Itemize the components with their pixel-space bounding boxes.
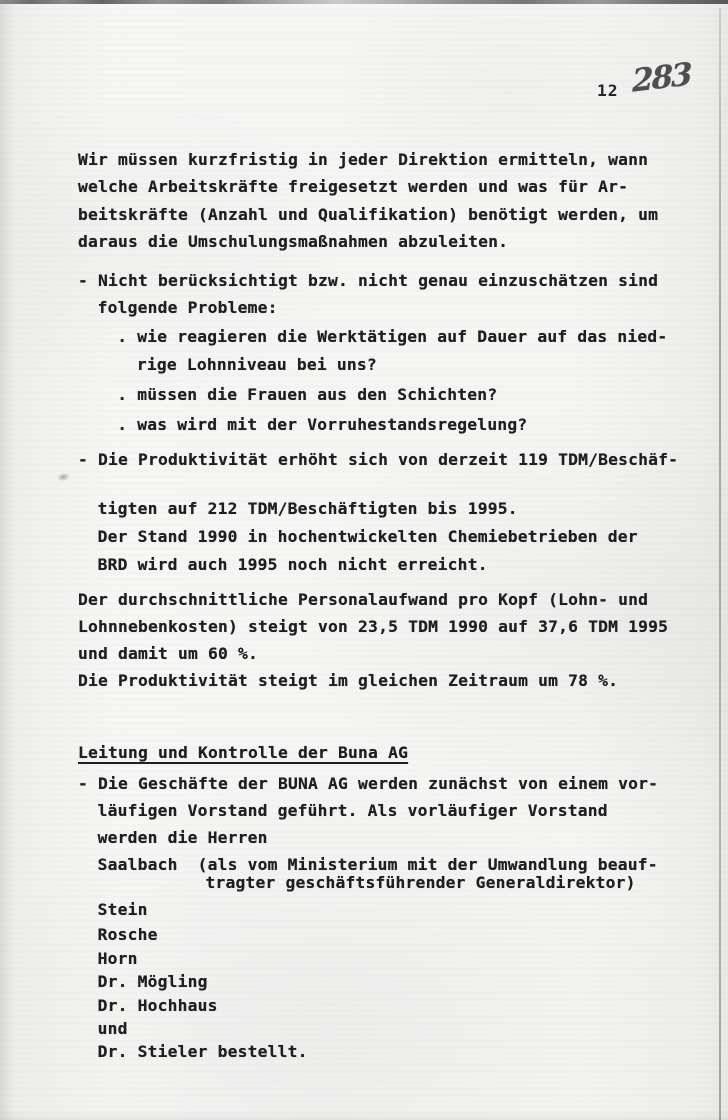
text-line: . wie reagieren die Werktätigen auf Dauer auf das nied- [117, 327, 668, 346]
text-line: Die Produktivität steigt im gleichen Zeitraum um 78 %. [78, 671, 619, 690]
page-number: 12 [597, 81, 619, 100]
document-body [78, 146, 678, 1065]
text-line: Der Stand 1990 in hochentwickelten Chemiebetrieben der [97, 527, 638, 546]
ink-smudge [56, 472, 71, 483]
text-line: tigten auf 212 TDM/Beschäftigten bis 1995. [97, 499, 518, 518]
text-line: Wir müssen kurzfristig in jeder Direktion ermitteln, wann [78, 150, 649, 169]
text-line: Horn [97, 949, 138, 968]
text-line: Dr. Stieler bestellt. [97, 1042, 308, 1061]
text-line: - Die Produktivität erhöht sich von derzeit 119 TDM/Beschäf- [78, 450, 679, 469]
text-line: folgende Probleme: [97, 298, 278, 317]
text-line: Rosche [97, 925, 158, 944]
text-line: und damit um 60 %. [78, 644, 259, 663]
text-line: Lohnnebenkosten) steigt von 23,5 TDM 1990 auf 37,6 TDM 1995 [78, 617, 669, 636]
handwritten-page-number: 283 [631, 56, 691, 100]
section-heading: Leitung und Kontrolle der Buna AG [78, 743, 409, 762]
scan-right-edge-artifact [719, 8, 721, 1120]
text-line: werden die Herren [97, 828, 268, 847]
text-line: Stein [97, 900, 148, 919]
text-line: daraus die Umschulungsmaßnahmen abzuleiten. [78, 232, 509, 251]
text-line: tragter geschäftsführender Generaldirektor) [205, 873, 636, 892]
scan-left-edge-artifact [0, 0, 14, 1120]
text-line: welche Arbeitskräfte freigesetzt werden und was für Ar- [78, 177, 629, 196]
text-line: . müssen die Frauen aus den Schichten? [117, 385, 498, 404]
text-line: - Die Geschäfte der BUNA AG werden zunächst von einem vor- [78, 774, 659, 793]
text-line: Der durchschnittliche Personalaufwand pro Kopf (Lohn- und [78, 590, 649, 609]
text-line: rige Lohnniveau bei uns? [136, 355, 377, 374]
scan-bottom-edge-artifact [0, 1110, 728, 1120]
text-line: Dr. Mögling [97, 972, 208, 991]
text-line: läufigen Vorstand geführt. Als vorläufiger Vorstand [97, 801, 608, 820]
text-line: Dr. Hochhaus [97, 996, 218, 1015]
text-line: beitskräfte (Anzahl und Qualifikation) benötigt werden, um [78, 205, 659, 224]
text-line: - Nicht berücksichtigt bzw. nicht genau einzuschätzen sind [78, 271, 659, 290]
text-line: BRD wird auch 1995 noch nicht erreicht. [97, 555, 488, 574]
text-line: . was wird mit der Vorruhestandsregelung? [117, 415, 528, 434]
text-line: Saalbach (als vom Ministerium mit der Umwandlung beauf- [97, 855, 658, 874]
scan-top-edge-artifact [0, 0, 728, 4]
text-line: und [97, 1019, 128, 1038]
